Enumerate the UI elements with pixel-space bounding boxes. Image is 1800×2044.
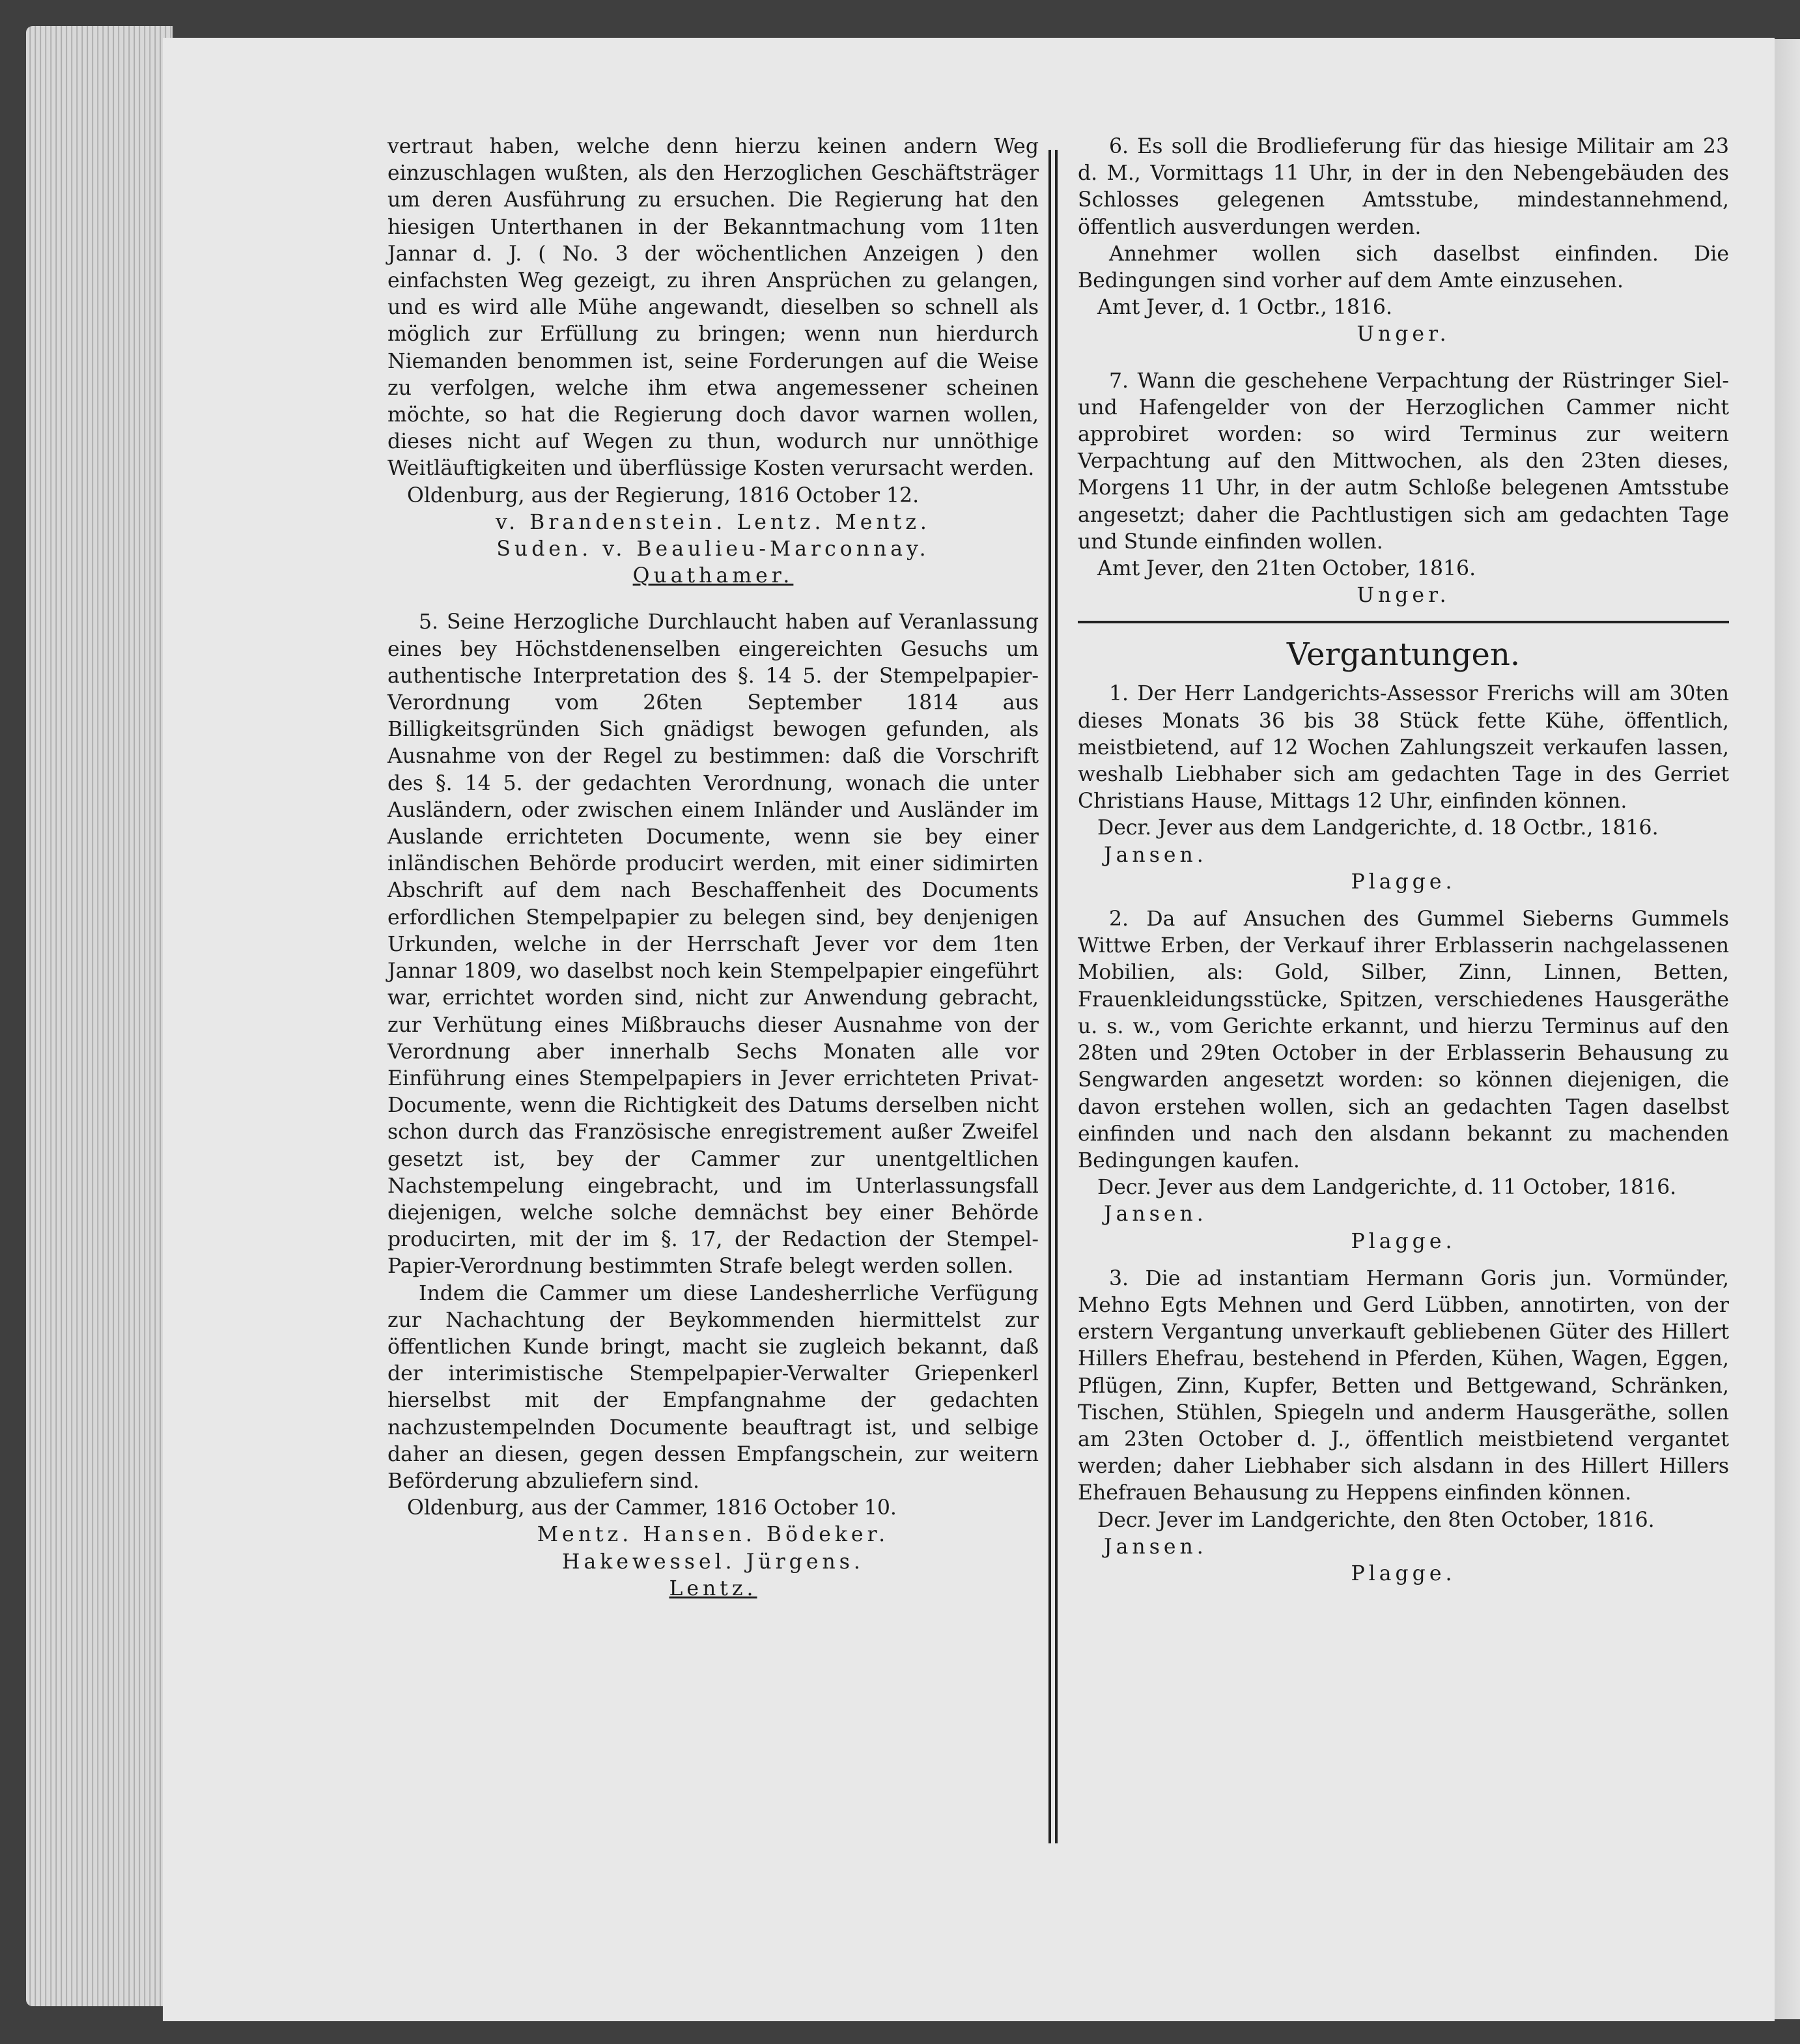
paragraph-6-continued: Annehmer wollen sich daselbst einfinden. Die Bedingungen sind vorher auf dem Amte einzusehen. <box>1078 242 1729 293</box>
column-divider <box>1048 150 1058 1843</box>
section-title: Vergantungen. <box>1286 636 1521 674</box>
signature-line: Jansen. <box>1104 1202 1207 1227</box>
paragraph-7: 7. Wann die geschehene Verpachtung der Rüstringer Siel- und Hafengelder von der Herzoglichen Cammer nicht approbiret worden: so wird Terminus zur weitern Verpachtung auf den Mittwochen, als den 23ten dieses, Morgens 11 Uhr, in der autm Schloße belegenen Amtsstube angesetzt; daher die Pachtlustigen sich am gedachten Tage und Stunde einfinden wollen. <box>1078 369 1729 554</box>
signature-line: Plagge. <box>1351 1561 1456 1585</box>
auction-item-2: 2. Da auf Ansuchen des Gummel Sieberns Gummels Wittwe Erben, der Verkauf ihrer Erblasserin nachgelassenen Mobilien, als: Gold, Silber, Zinn, Linnen, Betten, Frauenkleidungsstücke, Spitzen, verschiedenes Hausgeräthe u. s. w., vom Gerichte erkannt, und hierzu Terminus auf den 28ten und 29ten October in der Erblasserin Behausung zu Sengwarden angesetzt worden: so können diejenigen, die davon erstehen wollen, sich an gedachten Tagen daselbst einfinden und nach den alsdann bekannt zu machenden Bedingungen kaufen. <box>1078 907 1729 1172</box>
right-column <box>1078 134 1729 1587</box>
section-divider <box>1078 621 1729 623</box>
signature-line: Plagge. <box>1351 1229 1456 1253</box>
signature-line: v. Brandenstein. Lentz. Mentz. <box>496 510 931 534</box>
place-date: Decr. Jever im Landgerichte, den 8ten October, 1816. <box>1097 1508 1655 1532</box>
signature-line: Jansen. <box>1104 1535 1207 1559</box>
paragraph-5: 5. Seine Herzogliche Durchlaucht haben auf Veranlassung eines bey Höchstdenenselben eingereichten Gesuchs um authentische Interpretation des §. 14 5. der Stempelpapier-Verordnung vom 26ten September 1814 aus Billigkeitsgründen Sich gnädigst bewogen gefunden, als Ausnahme von der Regel zu bestimmen: daß die Vorschrift des §. 14 5. der gedachten Verordnung, wonach die unter Ausländern, oder zwischen einem Inländer und Ausländer im Auslande errichteten Documente, wenn sie bey einer inländischen Behörde producirt werden, mit einer sidimirten Abschrift auf dem nach Beschaffenheit des Documents erfordlichen Stempelpapier zu belegen sind, bey denjenigen Urkunden, welche in der Herrschaft Jever vor dem 1ten Jannar 1809, wo daselbst noch kein Stempelpapier eingeführt war, errichtet worden sind, nicht zur Anwendung gebracht, zur Verhütung eines Mißbrauchs dieser Ausnahme von der Verordnung aber innerhalb Sechs Monaten alle vor Einführung eines Stempelpapiers in Jever errichteten Privat-Documente, wenn die Richtigkeit des Datums derselben nicht schon durch das Französische enregistrement außer Zweifel gesetzt ist, bey der Cammer zur unentgeltlichen Nachstempelung eingebracht, und im Unterlassungsfall diejenigen, welche solche demnächst bey einer Behörde producirten, mit der im §. 17, der Redaction der Stempel-Papier-Verordnung bestimmten Strafe belegt werden sollen. <box>387 610 1039 1279</box>
signature-line <box>387 563 1039 589</box>
paragraph-6: 6. Es soll die Brodlieferung für das hiesige Militair am 23 d. M., Vormittags 11 Uhr, in der in den Nebengebäuden des Schlosses gelegenen Amtsstube, mindestannehmend, öffentlich ausverdungen werden. <box>1078 135 1729 239</box>
auction-item-1: 1. Der Herr Landgerichts-Assessor Frerichs will am 30ten dieses Monats 36 bis 38 Stück fette Kühe, öffentlich, meistbietend, auf 12 Wochen Zahlungszeit verkaufen lassen, weshalb Liebhaber sich am gedachten Tage in des Gerriet Christians Hause, Mittags 12 Uhr, einfinden können. <box>1078 682 1729 814</box>
signature-line: Suden. v. Beaulieu-Marconnay. <box>496 537 930 561</box>
signature-line: Mentz. Hansen. Bödeker. <box>537 1523 890 1547</box>
left-column <box>387 134 1039 1602</box>
paragraph-intro: vertraut haben, welche denn hierzu keinen andern Weg einzuschlagen wußten, als den Herzoglichen Geschäftsträger um deren Ausführung zu ersuchen. Die Regierung hat den hiesigen Unterthanen in der Bekanntmachung vom 11ten Jannar d. J. ( No. 3 der wöchentlichen Anzeigen ) den einfachsten Weg gezeigt, zu ihren Ansprüchen zu gelangen, und es wird alle Mühe angewandt, dieselben so schnell als möglich zur Erfüllung zu bringen; wenn nun hierdurch Niemanden benommen ist, seine Forderungen auf die Weise zu verfolgen, welche ihm etwa angemessener scheinen möchte, so hat die Regierung doch davor warnen wollen, dieses nicht auf Wegen zu thun, wodurch nur unnöthige Weitläuftigkeiten und überflüssige Kosten verursacht werden. <box>387 135 1039 481</box>
signature-line: Unger. <box>1357 584 1450 608</box>
signature-name: Quathamer. <box>632 564 794 588</box>
place-date: Decr. Jever aus dem Landgerichte, d. 18 Octbr., 1816. <box>1097 816 1659 840</box>
place-date: Amt Jever, d. 1 Octbr., 1816. <box>1097 296 1392 320</box>
signature-name: Lentz. <box>669 1576 757 1600</box>
signature-line: Hakewessel. Jürgens. <box>562 1550 864 1574</box>
signature-line: Unger. <box>1357 322 1450 347</box>
signature-line <box>387 1576 1039 1602</box>
place-date: Amt Jever, den 21ten October, 1816. <box>1097 557 1476 581</box>
paragraph-5-continued: Indem die Cammer um diese Landesherrliche Verfügung zur Nachachtung der Beykommenden hiermittelst zur öffentlichen Kunde bringt, macht sie zugleich bekannt, daß der interimistische Stempelpapier-Verwalter Griepenkerl hierselbst mit der Empfangnahme der gedachten nachzustempelnden Documente beauftragt ist, und selbige daher an diesen, gegen dessen Empfangschein, zur weitern Beförderung abzuliefern sind. <box>387 1281 1039 1493</box>
place-date: Decr. Jever aus dem Landgerichte, d. 11 October, 1816. <box>1097 1176 1677 1200</box>
place-date: Oldenburg, aus der Cammer, 1816 October 10. <box>407 1496 897 1520</box>
place-date: Oldenburg, aus der Regierung, 1816 October 12. <box>407 483 920 507</box>
signature-line: Plagge. <box>1351 870 1456 894</box>
signature-line: Jansen. <box>1104 843 1207 867</box>
auction-item-3: 3. Die ad instantiam Hermann Goris jun. Vormünder, Mehno Egts Mehnen und Gerd Lübben, annotirten, von der erstern Vergantung unverkauft gebliebenen Güter des Hillert Hillers Ehefrau, bestehend in Pferden, Kühen, Wagen, Eggen, Pflügen, Zinn, Kupfer, Betten und Bettgewand, Schränken, Tischen, Stühlen, Spiegeln und anderm Hausgeräthe, sollen am 23ten October d. J., öffentlich meistbietend vergantet werden; daher Liebhaber sich alsdann in des Hillert Hillers Ehefrauen Behausung zu Heppens einfinden können. <box>1078 1266 1729 1505</box>
book-page-edges <box>26 26 173 2006</box>
